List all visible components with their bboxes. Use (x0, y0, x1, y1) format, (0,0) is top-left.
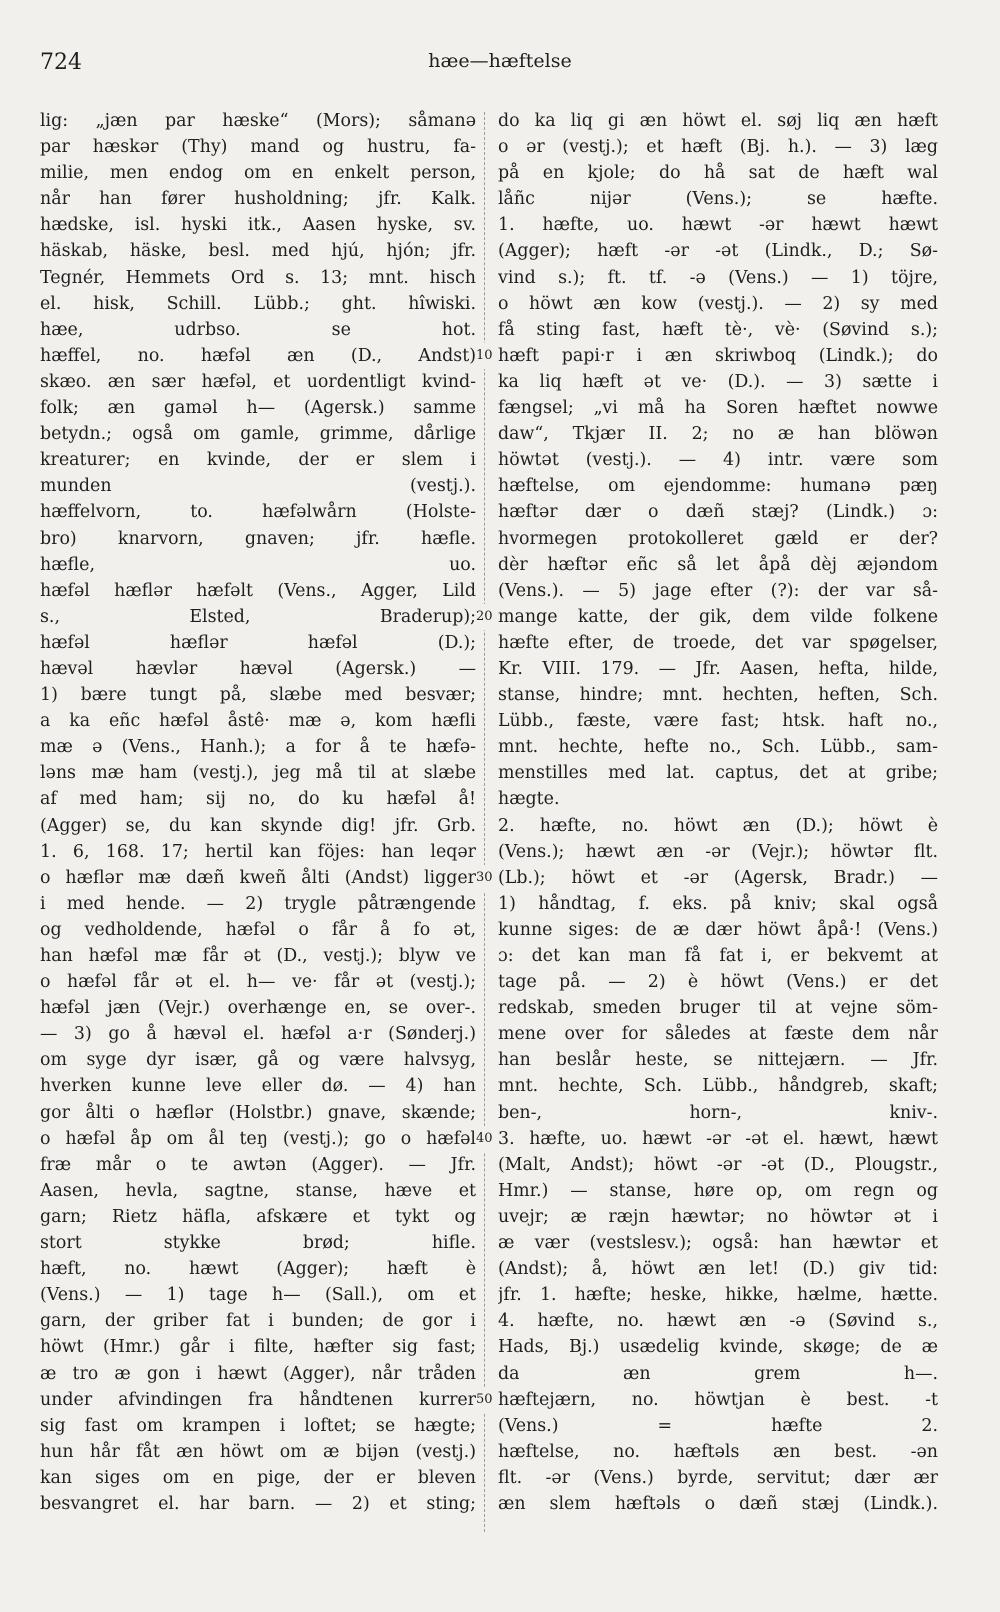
text-line: o hæfəl åp om ål teŋ (vestj.); go o hæfəl (40, 1128, 476, 1149)
text-line: el. hisk, Schill. Lübb.; ght. hîwiski. (40, 293, 476, 314)
text-line: 1) håndtag, f. eks. på kniv; skal også (498, 893, 938, 914)
text-line: hæfle, uo. (40, 554, 476, 575)
text-line: hæft, no. hæwt (Agger); hæft è (40, 1259, 476, 1280)
text-line: han hæfəl mæ får ət (D., vestj.); blyw ve (40, 946, 476, 966)
text-line: redskab, smeden bruger til at vejne söm- (498, 998, 938, 1019)
text-line: Hads, Bj.) usædelig kvinde, skøge; de æ (498, 1337, 938, 1358)
text-line: under afvindingen fra håndtenen kurrer (40, 1389, 476, 1410)
text-line: stort stykke brød; hifle. (40, 1233, 476, 1254)
text-line: hæfəl hæflər hæfəl (D.); (40, 632, 476, 653)
text-line: ben-, horn-, kniv-. (498, 1102, 938, 1123)
text-line: bro) knarvorn, gnaven; jfr. hæfle. (40, 528, 476, 549)
text-line: da æn grem h—. (498, 1363, 938, 1384)
text-line: låñc nijər (Vens.); se hæfte. (498, 189, 938, 210)
line-number: 10 (476, 343, 493, 369)
text-line: hæffel, no. hæfəl æn (D., Andst) (40, 345, 476, 366)
page-number: 724 (40, 50, 82, 75)
text-line: Lübb., fæste, være fast; htsk. haft no., (498, 711, 938, 732)
text-line: hæftər dær o dæñ stæj? (Lindk.) ɔ: (498, 502, 938, 523)
text-line: (Agger) se, du kan skynde dig! jfr. Grb. (40, 815, 476, 836)
text-line: hægte. (498, 789, 560, 810)
text-line: o hæflər mæ dæñ kweñ ålti (Andst) ligger (40, 867, 476, 888)
text-line: fængsel; „vi må ha Soren hæftet nowwe (498, 398, 938, 419)
text-line: dèr hæftər eñc så let åpå dèj æjəndom (498, 554, 938, 575)
text-line: tage på. — 2) è höwt (Vens.) er det (498, 972, 938, 993)
page-header (0, 50, 1000, 80)
text-line: (Malt, Andst); höwt -ər -ət (D., Plougstr., (498, 1154, 938, 1175)
text-line: jfr. 1. hæfte; heske, hikke, hælme, hætte. (498, 1285, 938, 1306)
text-line: hæft papi·r i æn skriwboq (Lindk.); do (498, 345, 938, 366)
text-line: Kr. VIII. 179. — Jfr. Aasen, hefta, hilde, (498, 658, 938, 679)
text-line: — 3) go å hævəl el. hæfəl a·r (Sønderj.) (40, 1024, 476, 1045)
text-line: Tegnér, Hemmets Ord s. 13; mnt. hisch (40, 267, 476, 288)
text-line: ka liq hæft ət ve· (D.). — 3) sætte i (498, 371, 938, 392)
text-line: do ka liq gi æn höwt el. søj liq æn hæft (498, 111, 938, 131)
text-line: (Vens.) = hæfte 2. (498, 1415, 938, 1436)
text-line: 1. hæfte, uo. hæwt -ər hæwt hæwt (498, 215, 938, 236)
text-line: æ vær (vestslesv.); også: han hæwtər et (498, 1233, 938, 1254)
text-line: daw“, Tkjær II. 2; no æ han blöwən (498, 424, 938, 445)
text-line: 3. hæfte, uo. hæwt -ər -ət el. hæwt, hæwt (498, 1128, 938, 1149)
text-line: Aasen, hevla, sagtne, stanse, hæve et (40, 1180, 476, 1201)
text-line: æ tro æ gon i hæwt (Agger), når tråden (40, 1363, 476, 1384)
text-line: o ər (vestj.); et hæft (Bj. h.). — 3) læg (498, 137, 938, 158)
text-line: höwtət (vestj.). — 4) intr. være som (498, 450, 938, 471)
text-line: kunne siges: de æ dær höwt åpå·! (Vens.) (498, 919, 938, 940)
text-line: kreaturer; en kvinde, der er slem i (40, 450, 476, 471)
text-line: sig fast om krampen i loftet; se hægte; (40, 1415, 476, 1436)
text-line: mæ ə (Vens., Hanh.); a for å te hæfə- (40, 737, 476, 758)
line-number: 50 (476, 1387, 493, 1413)
text-line: hævəl hævlər hævəl (Agersk.) — (40, 658, 476, 679)
right-column (498, 108, 938, 1517)
text-line: mnt. hechte, hefte no., Sch. Lübb., sam- (498, 737, 938, 758)
text-line: ɔ: det kan man få fat i, er bekvemt at (498, 946, 938, 966)
text-line: (Andst); å, höwt æn let! (D.) giv tid: (498, 1259, 938, 1280)
text-line: garn, der griber fat i bunden; de gor i (40, 1311, 476, 1332)
running-head: hæe—hæftelse (428, 50, 572, 72)
text-line: häskab, häske, besl. med hjú, hjón; jfr. (40, 241, 476, 262)
text-line: hverken kunne leve eller dø. — 4) han (40, 1076, 476, 1097)
line-number: 40 (476, 1126, 493, 1152)
text-line: s., Elsted, Braderup); (40, 606, 476, 627)
line-number: 20 (476, 604, 493, 630)
text-line: 1) bære tungt på, slæbe med besvær; (40, 685, 476, 706)
text-line: flt. -ər (Vens.) byrde, servitut; dær ær (498, 1467, 938, 1488)
text-line: hæftelse, om ejendomme: humanə pæŋ (498, 476, 938, 497)
text-line: i med hende. — 2) trygle påtrængende (40, 893, 476, 914)
text-line: vind s.); ft. tf. -ə (Vens.) — 1) töjre, (498, 267, 938, 288)
text-line: höwt (Hmr.) går i filte, hæfter sig fast; (40, 1337, 476, 1358)
text-line: mene over for således at fæste dem når (498, 1024, 938, 1045)
text-line: fræ mår o te awtən (Agger). — Jfr. (40, 1154, 476, 1175)
text-line: milie, men endog om en enkelt person, (40, 163, 476, 184)
text-line: 2. hæfte, no. höwt æn (D.); höwt è (498, 815, 938, 836)
text-line: besvangret el. har barn. — 2) et sting; (40, 1493, 476, 1514)
text-line: hæfəl jæn (Vejr.) overhænge en, se over-. (40, 998, 476, 1019)
text-line: lig: „jæn par hæske“ (Mors); såmanə (40, 111, 476, 131)
text-line: hæftelse, no. hæftəls æn best. -ən (498, 1441, 938, 1462)
text-line: mnt. hechte, Sch. Lübb., håndgreb, skaft; (498, 1076, 938, 1097)
text-line: hæfte efter, de troede, det var spøgelser, (498, 632, 938, 653)
text-line: mange katte, der gik, dem vilde folkene (498, 606, 938, 627)
text-line: han beslår heste, se nittejærn. — Jfr. (498, 1050, 938, 1071)
left-column (40, 108, 476, 1517)
text-line: Hmr.) — stanse, høre op, om regn og (498, 1180, 938, 1201)
text-line: hvormegen protokolleret gæld er der? (498, 528, 938, 549)
text-line: betydn.; også om gamle, grimme, dårlige (40, 424, 476, 445)
text-line: hæfəl hæflər hæfəlt (Vens., Agger, Lild (40, 580, 476, 601)
text-line: o höwt æn kow (vestj.). — 2) sy med (498, 293, 938, 314)
text-line: (Vens.). — 5) jage efter (?): der var så- (498, 580, 938, 601)
text-line: garn; Rietz häfla, afskære et tykt og (40, 1206, 476, 1227)
text-line: kan siges om en pige, der er bleven (40, 1467, 476, 1488)
line-number: 30 (476, 865, 493, 891)
text-line: når han fører husholdning; jfr. Kalk. (40, 189, 476, 210)
text-line: på en kjole; do hå sat de hæft wal (498, 163, 938, 184)
text-line: og vedholdende, hæfəl o får å fo ət, (40, 919, 476, 940)
text-line: skæo. æn sær hæfəl, et uordentligt kvind- (40, 371, 476, 392)
column-divider (484, 112, 486, 1532)
text-line: hæffelvorn, to. hæfəlwårn (Holste- (40, 502, 476, 523)
text-line: om syge dyr især, gå og være halvsyg, (40, 1050, 476, 1071)
text-line: o hæfəl får ət el. h— ve· får ət (vestj.); (40, 972, 476, 993)
text-line: gor ålti o hæflər (Holstbr.) gnave, skænde; (40, 1102, 476, 1123)
text-line: hun hår fåt æn höwt om æ bijən (vestj.) (40, 1441, 476, 1462)
text-line: stanse, hindre; mnt. hechten, heften, Sch. (498, 685, 938, 706)
text-line: (Vens.); hæwt æn -ər (Vejr.); höwtər flt. (498, 841, 938, 862)
text-line: munden (vestj.). (40, 476, 476, 497)
text-line: uvejr; æ ræjn hæwtər; no höwtər ət i (498, 1206, 938, 1227)
text-line: æn slem hæftəls o dæñ stæj (Lindk.). (498, 1493, 938, 1514)
text-line: hæe, udrbso. se hot. (40, 319, 476, 340)
text-line: hædske, isl. hyski itk., Aasen hyske, sv. (40, 215, 476, 236)
text-line: menstilles med lat. captus, det at gribe; (498, 763, 938, 784)
text-line: (Agger); hæft -ər -ət (Lindk., D.; Sø- (498, 241, 938, 262)
text-line: (Vens.) — 1) tage h— (Sall.), om et (40, 1285, 476, 1306)
text-line: 4. hæfte, no. hæwt æn -ə (Søvind s., (498, 1311, 938, 1332)
text-line: a ka eñc hæfəl åstê· mæ ə, kom hæfli (40, 711, 476, 732)
text-line: 1. 6, 168. 17; hertil kan föjes: han leqər (40, 841, 476, 862)
text-line: hæftejærn, no. höwtjan è best. -t (498, 1389, 938, 1410)
text-line: få sting fast, hæft tè·, vè· (Søvind s.); (498, 319, 938, 340)
text-line: (Lb.); höwt et -ər (Agersk, Bradr.) — (498, 867, 938, 888)
text-line: par hæskər (Thy) mand og hustru, fa- (40, 137, 476, 158)
text-line: ləns mæ ham (vestj.), jeg må til at slæbe (40, 763, 476, 784)
text-line: folk; æn gaməl h— (Agersk.) samme (40, 398, 476, 419)
text-line: af med ham; sij no, do ku hæfəl å! (40, 789, 476, 810)
